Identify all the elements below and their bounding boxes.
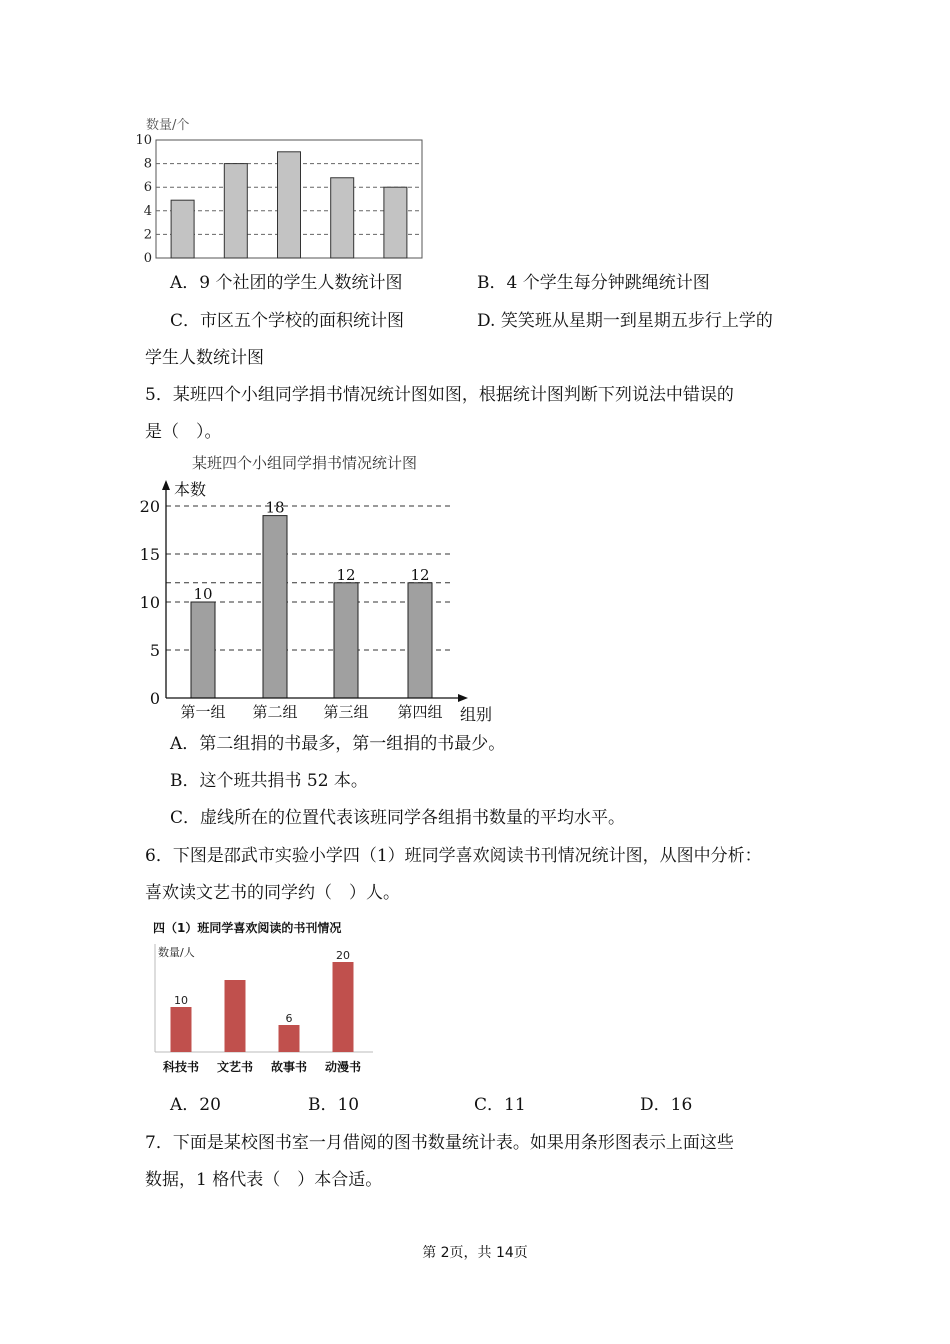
q5-option-a: A．第二组捐的书最多，第一组捐的书最少。 — [170, 734, 506, 754]
q4-bar — [384, 187, 407, 258]
q5-category-label: 第三组 — [323, 703, 369, 721]
q5-ytick-label: 15 — [139, 545, 160, 564]
q5-bar-chart — [140, 448, 510, 728]
q6-bar — [225, 980, 246, 1052]
q7-stem-line2: 数据，1 格代表（ ）本合适。 — [145, 1170, 383, 1190]
q6-bar — [279, 1025, 300, 1052]
q5-stem-line1: 5．某班四个小组同学捐书情况统计图如图，根据统计图判断下列说法中错误的 — [145, 385, 734, 405]
q5-ytick-label: 20 — [139, 497, 160, 516]
q6-category-label: 故事书 — [270, 1060, 308, 1074]
q5-bar — [191, 602, 215, 698]
q6-stem-line1: 6．下图是邵武市实验小学四（1）班同学喜欢阅读书刊情况统计图，从图中分析： — [145, 846, 762, 866]
q4-option-d-cont: 学生人数统计图 — [145, 348, 264, 368]
q4-ytick-label: 2 — [143, 227, 152, 243]
q5-chart-bars — [191, 516, 432, 698]
q4-bar — [331, 178, 354, 258]
q5-bar — [334, 583, 358, 698]
q5-ytick-label: 10 — [139, 593, 160, 612]
q4-chart-ylabel: 数量/个 — [146, 118, 190, 133]
q4-bar-chart — [135, 110, 440, 270]
q6-bar — [171, 1007, 192, 1052]
q6-option-a: A．20 — [170, 1095, 221, 1115]
q6-stem-line2: 喜欢读文艺书的同学约（ ）人。 — [145, 883, 400, 903]
q5-category-label: 第四组 — [397, 703, 443, 721]
q5-ytick-label: 5 — [149, 641, 160, 660]
q4-ytick-label: 4 — [143, 203, 152, 219]
q6-bar-chart — [148, 912, 383, 1082]
q6-bar — [333, 962, 354, 1052]
q4-ytick-label: 10 — [135, 133, 152, 148]
q4-bar — [171, 200, 194, 258]
q6-option-c: C．11 — [474, 1095, 526, 1115]
q4-bar — [224, 164, 247, 258]
q4-chart-bars — [171, 152, 407, 258]
q6-data-label: 20 — [336, 949, 350, 962]
q5-chart-title: 某班四个小组同学捐书情况统计图 — [192, 454, 418, 472]
q5-data-label: 12 — [336, 565, 356, 584]
q5-chart-ylabel: 本数 — [174, 480, 207, 499]
q5-data-label: 12 — [410, 565, 430, 584]
q5-x-axis-arrow — [458, 694, 468, 702]
q6-chart-bars — [171, 962, 354, 1052]
q4-option-d: D. 笑笑班从星期一到星期五步行上学的 — [477, 311, 773, 331]
q5-ytick-label: 0 — [149, 689, 160, 708]
q6-data-label: 6 — [285, 1012, 293, 1025]
q5-chart-data-labels — [193, 499, 429, 603]
q6-data-label: 10 — [174, 994, 188, 1007]
q5-bar — [408, 583, 432, 698]
q6-option-b: B．10 — [308, 1095, 360, 1115]
q5-bar — [263, 516, 287, 698]
q7-stem-line1: 7．下面是某校图书室一月借阅的图书数量统计表。如果用条形图表示上面这些 — [145, 1133, 734, 1153]
q6-category-label: 文艺书 — [216, 1060, 254, 1074]
q5-chart-categories — [180, 703, 442, 721]
q5-option-c: C．虚线所在的位置代表该班同学各组捐书数量的平均水平。 — [170, 808, 626, 828]
q6-category-label: 动漫书 — [324, 1060, 362, 1074]
q4-option-c: C．市区五个学校的面积统计图 — [170, 311, 405, 331]
q6-option-d: D．16 — [640, 1095, 693, 1115]
q5-chart-xlabel: 组别 — [460, 705, 493, 724]
q6-chart-title: 四（1）班同学喜欢阅读的书刊情况 — [153, 921, 342, 935]
q4-ytick-label: 0 — [143, 251, 152, 266]
q6-chart-categories — [162, 1059, 361, 1074]
q5-data-label: 10 — [193, 585, 213, 603]
q5-category-label: 第二组 — [252, 703, 298, 721]
q4-ytick-label: 8 — [143, 156, 152, 172]
q5-option-b: B．这个班共捐书 52 本。 — [170, 771, 368, 791]
q5-stem-line2: 是（ ）。 — [145, 422, 222, 442]
q6-chart-data-labels — [174, 949, 350, 1025]
q5-y-axis-arrow — [162, 480, 170, 490]
q6-chart-ylabel: 数量/人 — [158, 946, 195, 959]
q4-bar — [278, 152, 301, 258]
q4-ytick-label: 6 — [143, 180, 152, 196]
q4-chart-yticks — [135, 133, 152, 266]
q6-category-label: 科技书 — [162, 1060, 200, 1074]
q5-data-label: 18 — [265, 498, 285, 517]
q4-option-b: B．4 个学生每分钟跳绳统计图 — [477, 273, 710, 293]
q5-chart-yticks — [140, 497, 160, 708]
q5-category-label: 第一组 — [180, 703, 226, 721]
page-footer: 第 2页，共 14页 — [422, 1245, 528, 1261]
q4-option-a: A．9 个社团的学生人数统计图 — [170, 273, 403, 293]
